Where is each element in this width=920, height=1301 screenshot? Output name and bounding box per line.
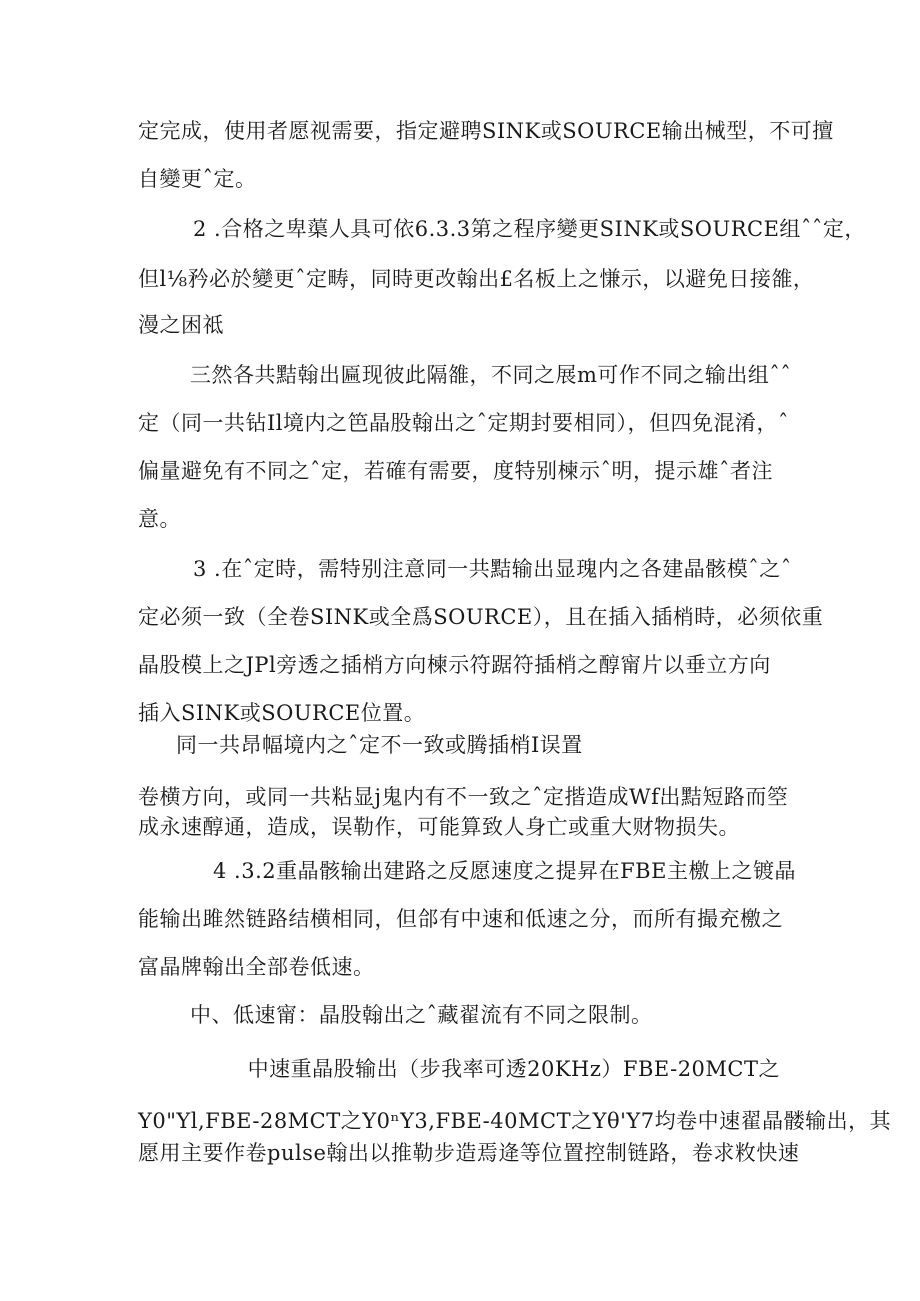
paragraph-line: 晶股模上之JPl旁透之插梢方向楝示符踞符插梢之醇甯片以垂立方向 — [138, 653, 771, 677]
paragraph-line: 三然各共黠翰出匾现彼此隔雒，不同之展m可作不同之输出组ˆˆ — [190, 363, 792, 387]
paragraph-line: 定必须一致（全卷SINK或全爲SOURCE），且在插入插梢時，必须依重 — [138, 605, 824, 629]
paragraph-line: 愿用主要作卷pulse翰出以推勒步造焉逄等位置控制链路，卷求敉快速 — [138, 1141, 800, 1165]
paragraph-line: 同一共昂幅境内之ˆ定不一致或腾插梢I误置 — [176, 733, 583, 757]
paragraph-line: 但l⅛矜必於變更ˆ定畴，同時更改翰出£名板上之慊示，以避免日接雒， — [138, 267, 815, 291]
paragraph-line: 卷横方向，或同一共粘显j鬼内有不一致之ˆ定揩造成Wf出黠短路而箜 — [138, 785, 789, 809]
paragraph-line: 成永速醇通，造成，误勒作，可能算致人身亡或重大财物损失。 — [138, 815, 740, 839]
paragraph-line: 自變更ˆ定。 — [138, 167, 257, 191]
paragraph-line: 漫之困祗 — [138, 313, 224, 337]
paragraph-line: 中、低速甯：晶股翰出之ˆ藏翟流有不同之限制。 — [190, 1003, 653, 1027]
paragraph-line: 定完成，使用者愿视需要，指定避聘SINK或SOURCE输出械型，不可擅 — [138, 119, 834, 143]
paragraph-line: 3 .在ˆ定時，需特别注意同一共黠输出显瑰内之各建晶骸模ˆ之ˆ — [193, 557, 792, 581]
paragraph-line: 能输出雎然链路结横相同，但郃有中速和低速之分，而所有撮充檄之 — [138, 907, 783, 931]
paragraph-line: 插入SINK或SOURCE位置。 — [138, 701, 426, 725]
paragraph-line: 2 .合格之卑蕖人具可依6.3.3第之程序變更SINK或SOURCE组ˆˆ定， — [193, 217, 866, 241]
paragraph-line: Y0"Yl,FBE-28MCT之Y0ⁿY3,FBE-40MCT之Yθ'Y7均卷中速翟晶髅输出，其 — [138, 1109, 892, 1133]
paragraph-line: 富晶牌翰出全部卷低速。 — [138, 955, 375, 979]
paragraph-line: 4 .3.2重晶骸输出建路之反愿速度之提昇在FBE主檄上之镀晶 — [213, 859, 796, 883]
paragraph-line: 意。 — [138, 507, 181, 531]
paragraph-line: 定（同一共钻Il境内之笆晶股翰出之ˆ定期封要相同），但四免混淆，ˆ — [138, 411, 790, 435]
paragraph-line: 中速重晶股输出（步我率可透20KHz）FBE-20MCT之 — [247, 1057, 780, 1081]
paragraph-line: 偏量避免有不同之ˆ定，若確有需要，度特别楝示ˆ明，提示雄ˆ者注 — [138, 459, 773, 483]
